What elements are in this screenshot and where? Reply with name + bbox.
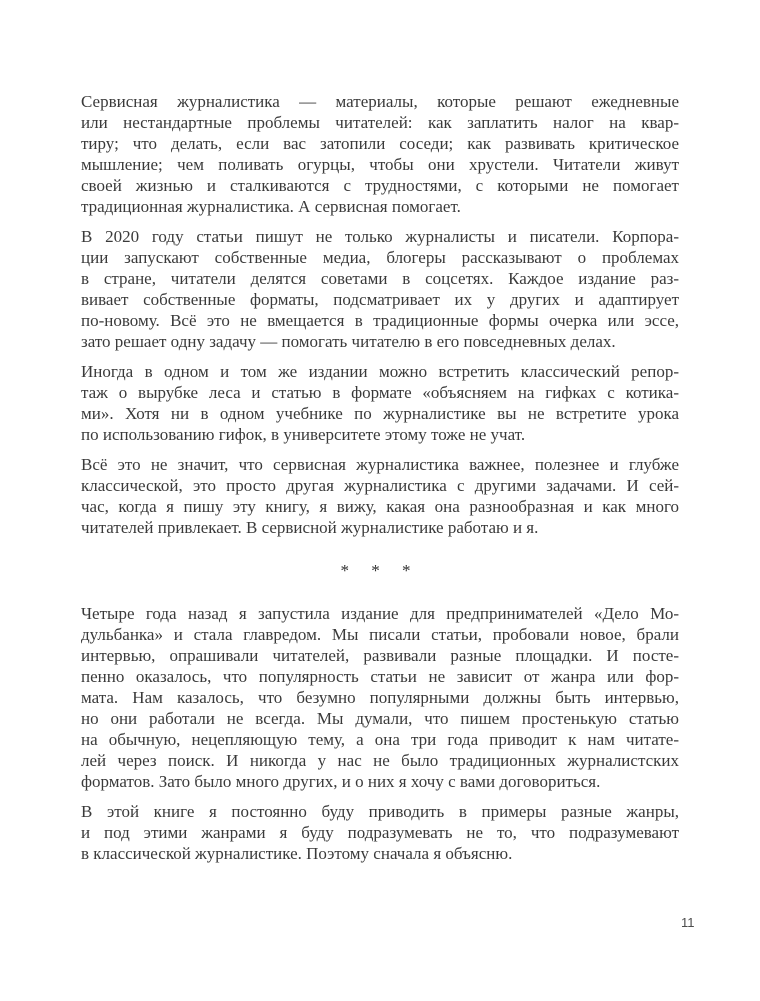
- text-line: дульбанка» и стала главредом. Мы писали статьи, пробовали новое, брали: [81, 625, 679, 644]
- text-line: в классической журналистике. Поэтому сначала я объясню.: [81, 844, 513, 863]
- text-line: классической, это просто другая журналистика с другими задачами. И сей-: [81, 476, 679, 495]
- text-line: В этой книге я постоянно буду приводить в примеры разные жанры,: [81, 802, 679, 821]
- paragraph: [81, 226, 679, 352]
- text-line: и под этими жанрами я буду подразумевать не то, что подразумевают: [81, 823, 679, 842]
- text-line: но они работали не всегда. Мы думали, что пишем простенькую статью: [81, 709, 679, 728]
- text-line: читателей привлекает. В сервисной журналистике работаю и я.: [81, 518, 539, 537]
- text-line: на обычную, нецепляющую тему, а она три года приводит к нам читате-: [81, 730, 679, 749]
- text-line: час, когда я пишу эту книгу, я вижу, какая она разнообразная и как много: [81, 497, 679, 516]
- text-line: или нестандартные проблемы читателей: как заплатить налог на квар-: [81, 113, 679, 132]
- text-line: своей жизнью и сталкиваются с трудностями, с которыми не помогает: [81, 176, 679, 195]
- text-line: по-новому. Всё это не вмещается в традиционные формы очерка или эссе,: [81, 311, 679, 330]
- text-line: интервью, опрашивали читателей, развивали разные площадки. И посте-: [81, 646, 679, 665]
- paragraph: [81, 801, 679, 864]
- text-line: вивает собственные форматы, подсматривает их у других и адаптирует: [81, 290, 679, 309]
- paragraph: [81, 361, 679, 445]
- section-separator: * * *: [340, 561, 420, 580]
- page-text: [81, 91, 679, 873]
- page-number: 11: [681, 915, 695, 930]
- text-line: Сервисная журналистика — материалы, которые решают ежедневные: [81, 92, 679, 111]
- text-line: форматов. Зато было много других, и о них я хочу с вами договориться.: [81, 772, 601, 791]
- text-line: Всё это не значит, что сервисная журналистика важнее, полезнее и глубже: [81, 455, 679, 474]
- text-line: в стране, читатели делятся советами в соцсетях. Каждое издание раз-: [81, 269, 679, 288]
- text-line: пенно оказалось, что популярность статьи не зависит от жанра или фор-: [81, 667, 679, 686]
- paragraph: [81, 91, 679, 217]
- paragraph: [81, 603, 679, 792]
- text-line: В 2020 году статьи пишут не только журналисты и писатели. Корпора-: [81, 227, 679, 246]
- text-line: мышление; чем поливать огурцы, чтобы они хрустели. Читатели живут: [81, 155, 679, 174]
- text-line: Четыре года назад я запустила издание для предпринимателей «Дело Мо-: [81, 604, 679, 623]
- text-line: зато решает одну задачу — помогать читателю в его повседневных делах.: [81, 332, 616, 351]
- text-line: традиционная журналистика. А сервисная помогает.: [81, 197, 461, 216]
- text-line: ми». Хотя ни в одном учебнике по журналистике вы не встретите урока: [81, 404, 679, 423]
- text-line: лей через поиск. И никогда у нас не было традиционных журналистских: [81, 751, 679, 770]
- text-line: ции запускают собственные медиа, блогеры рассказывают о проблемах: [81, 248, 679, 267]
- paragraph: [81, 454, 679, 538]
- text-line: по использованию гифок, в университете этому тоже не учат.: [81, 425, 526, 444]
- text-line: таж о вырубке леса и статью в формате «объясняем на гифках с котика-: [81, 383, 679, 402]
- text-line: мата. Нам казалось, что безумно популярными должны быть интервью,: [81, 688, 679, 707]
- text-line: тиру; что делать, если вас затопили соседи; как развивать критическое: [81, 134, 679, 153]
- text-line: Иногда в одном и том же издании можно встретить классический репор-: [81, 362, 679, 381]
